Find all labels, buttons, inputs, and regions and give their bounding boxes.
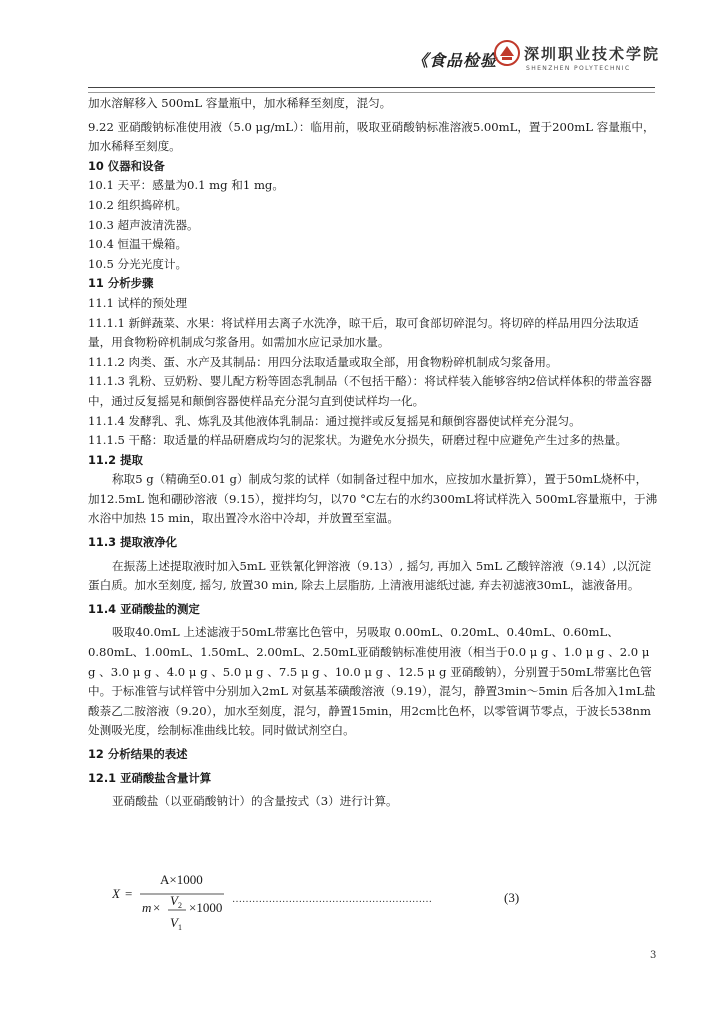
formula-times: ×: [153, 900, 161, 915]
paragraph: 11.1.3 乳粉、豆奶粉、婴儿配方粉等固态乳制品（不包括干酪）：将试样装入能够容纳2倍试样体积的带盖容器中，通过反复摇晃和颠倒容器使样品充分混匀直到使试样均一化。: [88, 374, 652, 408]
paragraph: 亚硝酸盐（以亚硝酸钠计）的含量按式（3）进行计算。: [112, 794, 398, 809]
paragraph: 11.1.5 干酪：取适量的样品研磨成均匀的泥浆状。为避免水分损失，研磨过程中应避免产生过多的热量。: [88, 433, 628, 448]
paragraph: 11.1.1 新鲜蔬菜、水果：将试样用去离子水洗净，晾干后，取可食部切碎混匀。将切碎的样品用四分法取适量，用食物粉碎机制成匀浆备用。如需加水应记录加水量。: [88, 315, 639, 350]
formula-equals: =: [125, 886, 133, 901]
formula-lhs: X: [112, 886, 120, 901]
paragraph: 9.22 亚硝酸钠标准使用液（5.0 μg/mL）：临用前，吸取亚硝酸钠标准溶液5.00mL，置于200mL 容量瓶中，加水稀释至刻度。: [88, 119, 655, 154]
list-item: 10.1 天平：感量为0.1 mg 和1 mg。: [88, 178, 284, 193]
list-item: 10.2 组织捣碎机。: [88, 197, 188, 212]
paragraph: 11.1.4 发酵乳、乳、炼乳及其他液体乳制品：通过搅拌或反复摇晃和颠倒容器使试样充分混匀。: [88, 413, 581, 428]
header-rule-thin: [88, 92, 655, 93]
paragraph: 吸取40.0mL 上述滤液于50mL带塞比色管中，另吸取 0.00mL、0.20mL、0.40mL、0.60mL、0.80mL、1.00mL、1.50mL、2.00mL、2.50mL亚硝酸钠标准使用液（相当于0.0 μ g 、1.0 μ g 、2.0 μ g 、3.0 μ g 、4.0 μ g 、5.0 μ g 、7.5 μ g 、10.0 μ g 、12.5 μ g 亚硝酸钠），分别置于50mL带塞比色管中。于标准管与试样管中分别加入2mL 对氨基苯磺酸溶液（9.19），混匀，静置3min～5min 后各加入1mL盐酸萘乙二胺溶液（9.20），加水至刻度，混匀，静置15min，用2cm比色杯，以零管调节零点，于波长538nm处测吸光度，绘制标准曲线比较。同时做试剂空白。: [88, 625, 656, 738]
subsection-heading: 11.1 试样的预处理: [88, 295, 188, 310]
paragraph: 加水溶解移入 500mL 容量瓶中，加水稀释至刻度，混匀。: [88, 96, 392, 110]
formula-times-1000: ×1000: [189, 900, 223, 915]
formula-3: [112, 872, 532, 934]
section-heading: 11.2 提取: [88, 452, 143, 467]
list-item: 10.5 分光光度计。: [88, 256, 188, 271]
section-heading: 11 分析步骤: [88, 276, 154, 291]
formula-v2: V: [170, 893, 178, 908]
school-name-en: SHENZHEN POLYTECHNIC: [526, 65, 631, 72]
header-rule: [88, 87, 655, 88]
formula-m: m: [142, 900, 152, 915]
section-heading: 10 仪器和设备: [88, 158, 165, 173]
formula-v1: V: [170, 915, 178, 930]
subsection-heading: 12.1 亚硝酸盐含量计算: [88, 770, 212, 785]
school-name: 深圳职业技术学院: [524, 45, 661, 63]
school-logo-icon: [494, 40, 520, 66]
list-item: 10.4 恒温干燥箱。: [88, 237, 188, 252]
list-item: 10.3 超声波清洗器。: [88, 217, 199, 232]
paragraph: 在振荡上述提取液时加入5mL 亚铁氰化钾溶液（9.13）, 摇匀, 再加入 5mL 乙酸锌溶液（9.14）,以沉淀蛋白质。加水至刻度, 摇匀, 放置30 min, 除去上层脂肪, 上清液用滤纸过滤, 弃去初滤液30mL，滤液备用。: [88, 558, 652, 593]
formula-number: (3): [504, 890, 520, 905]
formula-v1-sub: 1: [178, 923, 182, 932]
paragraph: 11.1.2 肉类、蛋、水产及其制品：用四分法取适量或取全部，用食物粉碎机制成匀浆备用。: [88, 354, 558, 369]
section-heading: 11.3 提取液净化: [88, 535, 178, 550]
section-heading: 11.4 亚硝酸盐的测定: [88, 601, 200, 616]
document-body: [88, 94, 658, 812]
page-header: [0, 0, 724, 95]
formula-leader-dots: ……………………………………………………: [232, 894, 432, 905]
header-title: 《食品检验: [412, 51, 498, 70]
formula-v2-sub: 2: [178, 901, 182, 910]
section-heading: 12 分析结果的表述: [88, 747, 188, 761]
page-number: 3: [650, 950, 657, 961]
formula-numerator: A×1000: [160, 872, 203, 887]
paragraph: 称取5 g（精确至0.01 g）制成匀浆的试样（如制备过程中加水，应按加水量折算），置于50mL烧杯中，加12.5mL 饱和硼砂溶液（9.15），搅拌均匀，以70 °C左右的水约300mL将试样洗入 500mL容量瓶中，于沸水浴中加热 15 min，取出置冷水浴中冷却，并放置至室温。: [88, 472, 658, 526]
